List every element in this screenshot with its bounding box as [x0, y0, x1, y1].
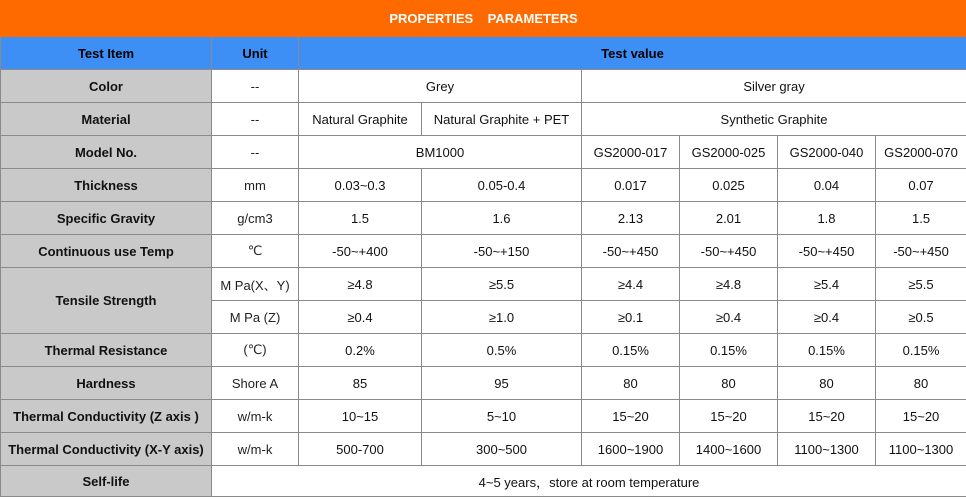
- banner-row: [1, 1, 966, 37]
- table-row: [1, 103, 966, 136]
- unit-cell: --: [212, 103, 299, 136]
- value-cell: ≥1.0: [422, 301, 582, 334]
- value-cell: 10~15: [299, 400, 422, 433]
- value-cell: Natural Graphite: [299, 103, 422, 136]
- value-cell: GS2000-025: [680, 136, 778, 169]
- value-cell: 0.15%: [582, 334, 680, 367]
- value-cell: 15~20: [876, 400, 966, 433]
- table-row: [1, 367, 966, 400]
- header-row: [1, 37, 966, 70]
- value-cell: 1.6: [422, 202, 582, 235]
- table-row: [1, 70, 966, 103]
- value-cell: ≥0.4: [680, 301, 778, 334]
- row-label-thermal-resistance: Thermal Resistance: [1, 334, 212, 367]
- row-label-tensile-strength: Tensile Strength: [1, 268, 212, 334]
- value-cell: Silver gray: [582, 70, 966, 103]
- value-cell: 0.025: [680, 169, 778, 202]
- value-cell: ≥0.4: [778, 301, 876, 334]
- value-cell: 0.017: [582, 169, 680, 202]
- row-label-self-life: Self-life: [1, 466, 212, 497]
- unit-cell: Shore A: [212, 367, 299, 400]
- unit-cell: ℃: [212, 235, 299, 268]
- table-row: [1, 334, 966, 367]
- value-cell: BM1000: [299, 136, 582, 169]
- value-cell: 0.05-0.4: [422, 169, 582, 202]
- row-label-thickness: Thickness: [1, 169, 212, 202]
- unit-cell: w/m-k: [212, 433, 299, 466]
- value-cell: 1100~1300: [778, 433, 876, 466]
- value-cell: ≥4.4: [582, 268, 680, 301]
- header-unit: Unit: [212, 37, 299, 70]
- value-cell: 15~20: [582, 400, 680, 433]
- table-row: [1, 169, 966, 202]
- unit-cell: M Pa(X、Y): [212, 268, 299, 301]
- value-cell: 80: [680, 367, 778, 400]
- table-title: PROPERTIES PARAMETERS: [1, 1, 966, 37]
- row-label-model: Model No.: [1, 136, 212, 169]
- value-cell: 85: [299, 367, 422, 400]
- value-cell: 15~20: [680, 400, 778, 433]
- value-cell: -50~+450: [680, 235, 778, 268]
- row-label-specific-gravity: Specific Gravity: [1, 202, 212, 235]
- unit-cell: --: [212, 70, 299, 103]
- value-cell: Grey: [299, 70, 582, 103]
- table-row: [1, 466, 966, 497]
- value-cell: 500-700: [299, 433, 422, 466]
- row-label-thermal-conductivity-xy: Thermal Conductivity (X-Y axis): [1, 433, 212, 466]
- value-cell: ≥0.4: [299, 301, 422, 334]
- value-cell: -50~+150: [422, 235, 582, 268]
- value-cell: 0.07: [876, 169, 966, 202]
- table-row: [1, 235, 966, 268]
- value-cell: 4~5 years，store at room temperature: [212, 466, 966, 497]
- unit-cell: M Pa (Z): [212, 301, 299, 334]
- unit-cell: --: [212, 136, 299, 169]
- value-cell: 80: [778, 367, 876, 400]
- value-cell: 0.15%: [778, 334, 876, 367]
- value-cell: -50~+450: [582, 235, 680, 268]
- value-cell: GS2000-070: [876, 136, 966, 169]
- table-row: [1, 433, 966, 466]
- value-cell: 1600~1900: [582, 433, 680, 466]
- value-cell: GS2000-017: [582, 136, 680, 169]
- value-cell: ≥5.5: [422, 268, 582, 301]
- value-cell: 1400~1600: [680, 433, 778, 466]
- value-cell: Synthetic Graphite: [582, 103, 966, 136]
- value-cell: 300~500: [422, 433, 582, 466]
- value-cell: 5~10: [422, 400, 582, 433]
- row-label-material: Material: [1, 103, 212, 136]
- value-cell: 1100~1300: [876, 433, 966, 466]
- value-cell: 2.13: [582, 202, 680, 235]
- value-cell: 95: [422, 367, 582, 400]
- value-cell: ≥5.4: [778, 268, 876, 301]
- value-cell: 1.8: [778, 202, 876, 235]
- value-cell: ≥4.8: [299, 268, 422, 301]
- row-label-thermal-conductivity-z: Thermal Conductivity (Z axis ): [1, 400, 212, 433]
- value-cell: 0.2%: [299, 334, 422, 367]
- unit-cell: g/cm3: [212, 202, 299, 235]
- table-row: [1, 136, 966, 169]
- value-cell: 0.5%: [422, 334, 582, 367]
- table-row: [1, 268, 966, 301]
- value-cell: -50~+400: [299, 235, 422, 268]
- row-label-color: Color: [1, 70, 212, 103]
- value-cell: ≥4.8: [680, 268, 778, 301]
- value-cell: 1.5: [876, 202, 966, 235]
- table-row: [1, 202, 966, 235]
- unit-cell: mm: [212, 169, 299, 202]
- value-cell: 0.15%: [680, 334, 778, 367]
- value-cell: 0.15%: [876, 334, 966, 367]
- value-cell: 80: [582, 367, 680, 400]
- value-cell: ≥0.1: [582, 301, 680, 334]
- table-row: [1, 400, 966, 433]
- unit-cell: (℃): [212, 334, 299, 367]
- header-test-item: Test Item: [1, 37, 212, 70]
- value-cell: 15~20: [778, 400, 876, 433]
- value-cell: -50~+450: [778, 235, 876, 268]
- value-cell: ≥5.5: [876, 268, 966, 301]
- value-cell: 0.04: [778, 169, 876, 202]
- value-cell: 0.03~0.3: [299, 169, 422, 202]
- value-cell: 80: [876, 367, 966, 400]
- header-test-value: Test value: [299, 37, 966, 70]
- value-cell: Natural Graphite + PET: [422, 103, 582, 136]
- row-label-continuous-temp: Continuous use Temp: [1, 235, 212, 268]
- value-cell: 2.01: [680, 202, 778, 235]
- value-cell: 1.5: [299, 202, 422, 235]
- row-label-hardness: Hardness: [1, 367, 212, 400]
- unit-cell: w/m-k: [212, 400, 299, 433]
- value-cell: -50~+450: [876, 235, 966, 268]
- value-cell: GS2000-040: [778, 136, 876, 169]
- value-cell: ≥0.5: [876, 301, 966, 334]
